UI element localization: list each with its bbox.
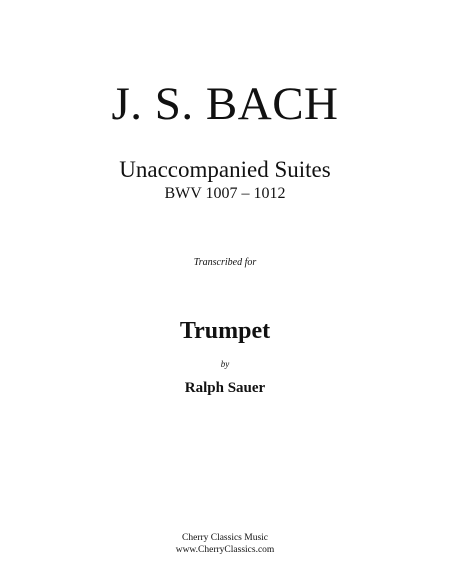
catalog-number: BWV 1007 – 1012 [164, 185, 286, 202]
arranger-name: Ralph Sauer [184, 380, 266, 396]
transcribed-for-label: Transcribed for [193, 257, 257, 268]
work-title: Unaccompanied Suites [119, 157, 331, 182]
publisher-name: Cherry Classics Music [181, 533, 269, 543]
instrument-name: Trumpet [179, 318, 271, 344]
by-label: by [220, 359, 230, 369]
publisher-website: www.CherryClassics.com [175, 545, 275, 555]
composer-name: J. S. BACH [111, 78, 339, 130]
